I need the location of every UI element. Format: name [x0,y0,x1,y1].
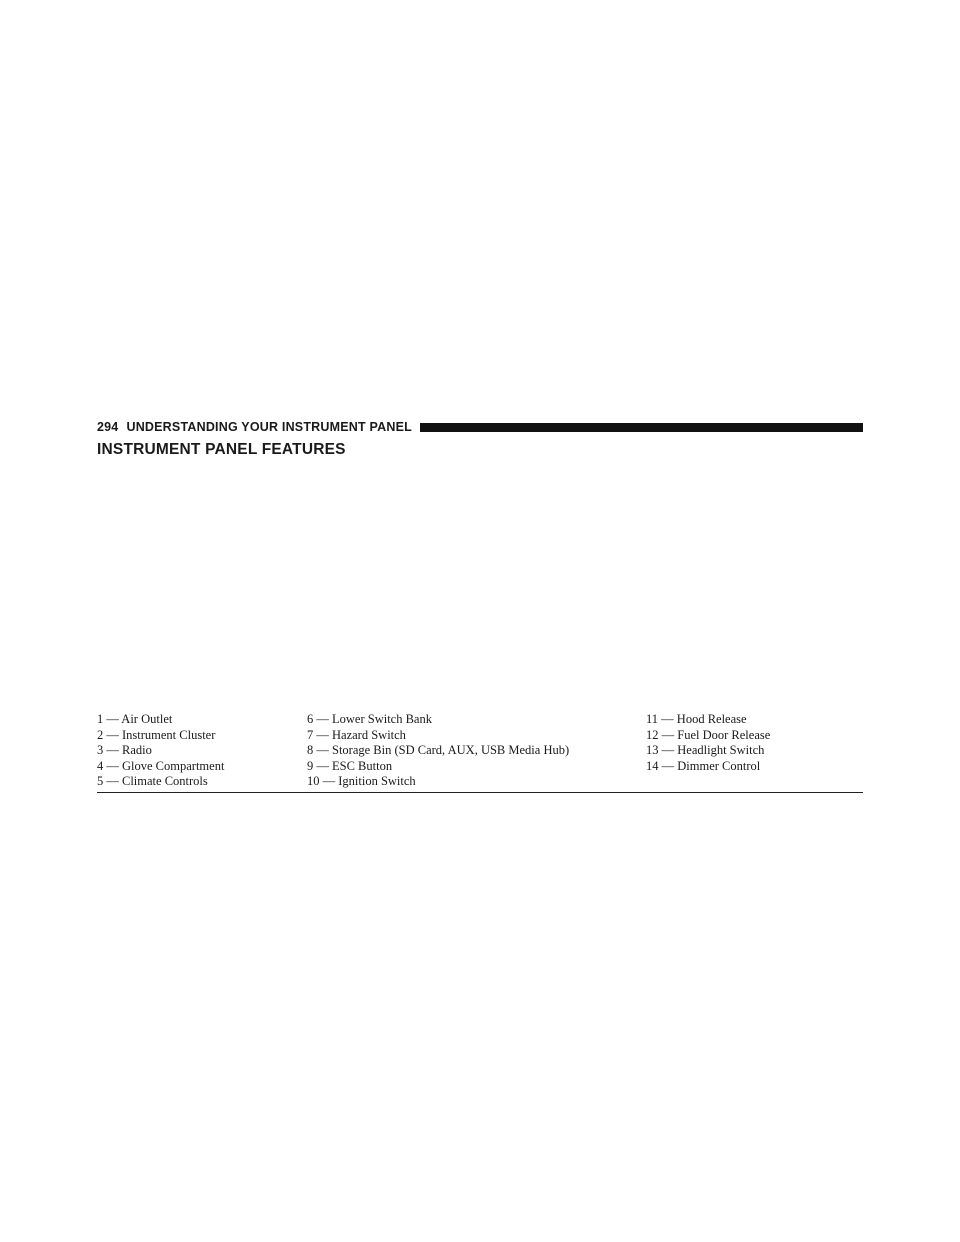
legend-column-1 [97,712,224,790]
legend-column-3 [646,712,770,774]
legend-item: 14 — Dimmer Control [646,758,761,773]
legend-item: 6 — Lower Switch Bank [307,712,432,726]
legend-item: 9 — ESC Button [307,758,393,773]
legend-item: 11 — Hood Release [646,712,747,726]
legend-item: 2 — Instrument Cluster [97,727,216,742]
legend-item: 7 — Hazard Switch [307,727,406,742]
section-title: INSTRUMENT PANEL FEATURES [97,441,346,458]
legend-item: 3 — Radio [97,743,152,758]
legend-column-2 [307,712,569,790]
running-header [97,418,863,436]
legend-item: 1 — Air Outlet [97,712,173,726]
legend-bottom-rule [97,792,863,793]
legend-item: 5 — Climate Controls [97,774,208,789]
legend-item: 4 — Glove Compartment [97,758,225,773]
legend-item: 8 — Storage Bin (SD Card, AUX, USB Media Hub) [307,743,570,758]
legend-item: 12 — Fuel Door Release [646,727,771,742]
legend-item: 10 — Ignition Switch [307,774,416,789]
chapter-title: UNDERSTANDING YOUR INSTRUMENT PANEL [126,420,412,434]
page-number: 294 [97,420,119,434]
legend-item: 13 — Headlight Switch [646,743,765,758]
header-rule [420,423,863,432]
